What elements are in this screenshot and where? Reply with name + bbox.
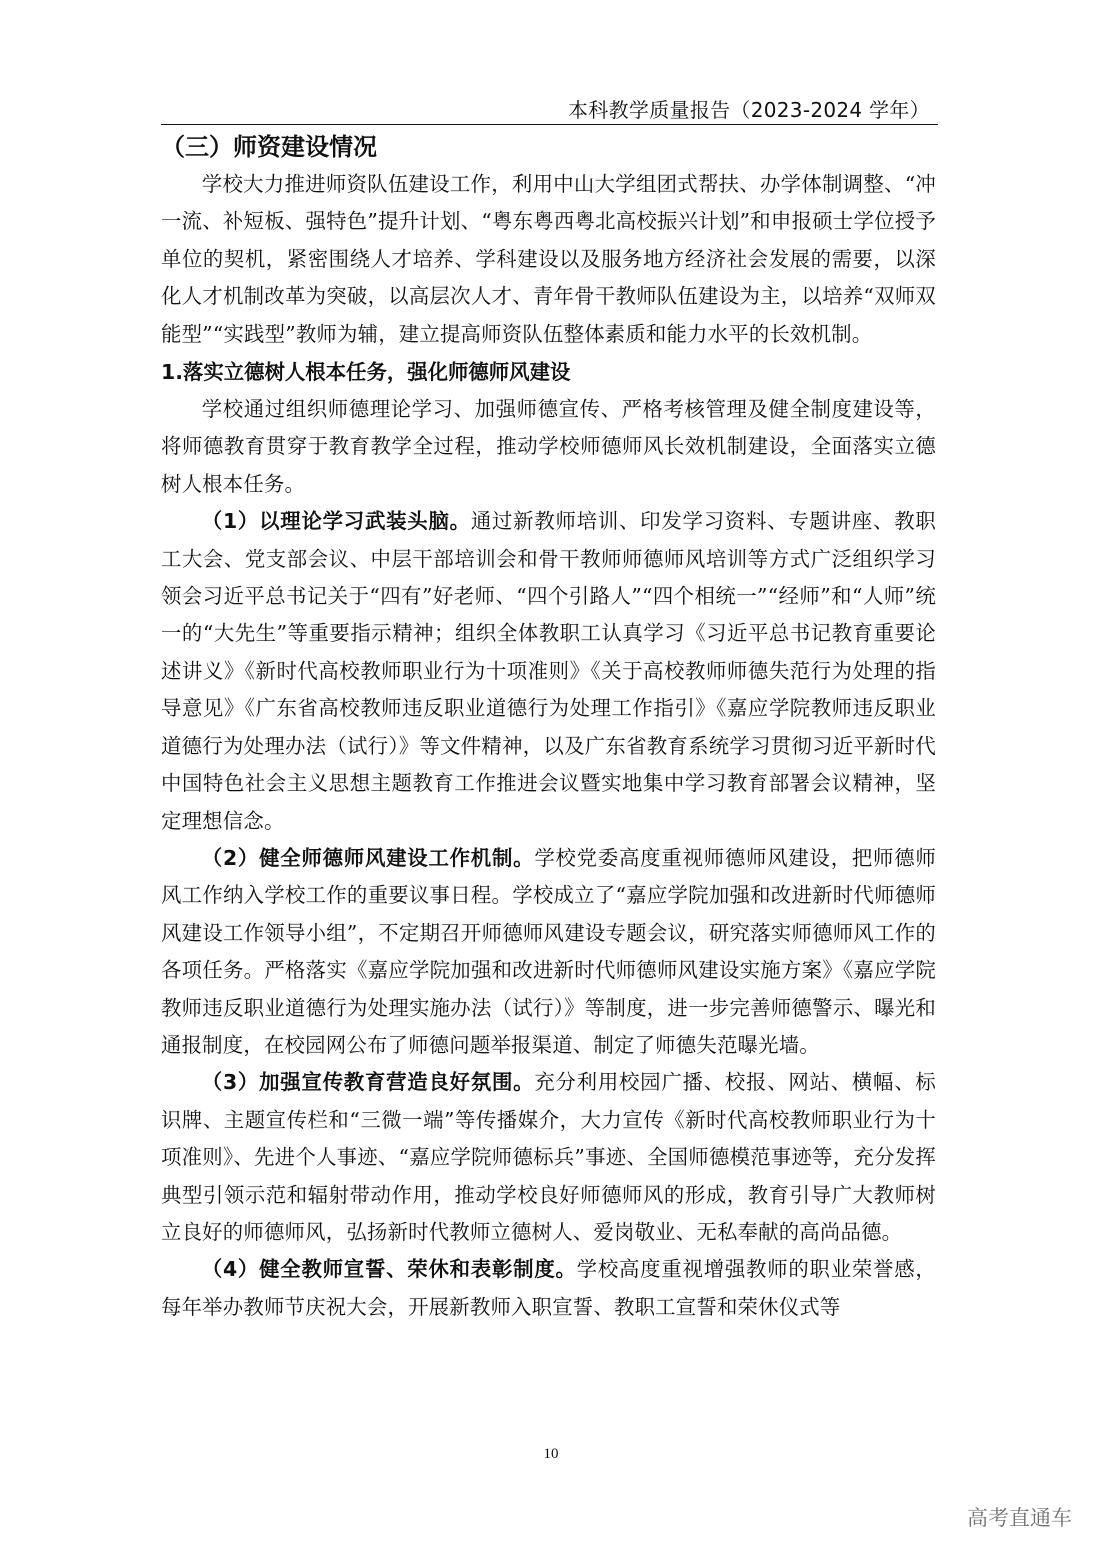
section-heading: （三）师资建设情况 [161,133,377,161]
page-number: 10 [543,1446,559,1462]
item-text-3: 充分利用校园广播、校报、网站、横幅、标识牌、主题宣传栏和“三微一端”等传播媒介，大力宣传《新时代高校教师职业行为十项准则》、先进个人事迹、“嘉应学院师德标兵”事迹、全国师德模范事迹等，充分发挥典型引领示范和辐射带动作用，推动学校良好师德师风的形成，教育引导广大教师树立良好的师德师风，弘扬新时代教师立德树人、爱岗敬业、无私奉献的高尚品德。 [161,1070,936,1244]
item-paragraph-1 [161,503,936,840]
page-content [161,128,936,1326]
item-paragraph-2 [161,840,936,1064]
item-text-2: 学校党委高度重视师德师风建设，把师德师风工作纳入学校工作的重要议事日程。学校成立了“嘉应学院加强和改进新时代师德师风建设工作领导小组”，不定期召开师德师风建设专题会议，研究落实师德师风工作的各项任务。严格落实《嘉应学院加强和改进新时代师德师风建设实施方案》《嘉应学院教师违反职业道德行为处理实施办法（试行）》等制度，进一步完善师德警示、曝光和通报制度，在校园网公布了师德问题举报渠道、制定了师德失范曝光墙。 [161,845,936,1057]
report-header-title: 本科教学质量报告（2023-2024 学年） [568,98,930,122]
header-rule [161,124,938,125]
item-text-4: 学校高度重视增强教师的职业荣誉感，每年举办教师节庆祝大会，开展新教师入职宣誓、教职工宣誓和荣休仪式等 [161,1257,936,1319]
item-lead-2: （2）健全师德师风建设工作机制。 [201,845,535,870]
subsection-heading: 1.落实立德树人根本任务，强化师德师风建设 [161,360,571,385]
item-lead-3: （3）加强宣传教育营造良好氛围。 [201,1070,535,1095]
watermark-text: 高考直通车 [967,1506,1072,1530]
item-text-1: 通过新教师培训、印发学习资料、专题讲座、教职工大会、党支部会议、中层干部培训会和骨干教师师德师风培训等方式广泛组织学习领会习近平总书记关于“四有”好老师、“四个引路人”“四个相统一”“经师”和“人师”统一的“大先生”等重要指示精神；组织全体教职工认真学习《习近平总书记教育重要论述讲义》《新时代高校教师职业行为十项准则》《关于高校教师师德失范行为处理的指导意见》《广东省高校教师违反职业道德行为处理工作指引》《嘉应学院教师违反职业道德行为处理办法（试行）》等文件精神，以及广东省教育系统学习贯彻习近平新时代中国特色社会主义思想主题教育工作推进会议暨实地集中学习教育部署会议精神，坚定理想信念。 [161,509,936,833]
subsection-intro-paragraph: 学校通过组织师德理论学习、加强师德宣传、严格考核管理及健全制度建设等，将师德教育贯穿于教育教学全过程，推动学校师德师风长效机制建设，全面落实立德树人根本任务。 [161,397,936,496]
item-paragraph-3 [161,1064,936,1251]
item-lead-1: （1）以理论学习武装头脑。 [201,509,471,534]
section-intro-paragraph: 学校大力推进师资队伍建设工作，利用中山大学组团式帮扶、办学体制调整、“冲一流、补短板、强特色”提升计划、“粤东粤西粤北高校振兴计划”和申报硕士学位授予单位的契机，紧密围绕人才培养、学科建设以及服务地方经济社会发展的需要，以深化人才机制改革为突破，以高层次人才、青年骨干教师队伍建设为主，以培养“双师双能型”“实践型”教师为辅，建立提高师资队伍整体素质和能力水平的长效机制。 [161,172,936,346]
item-paragraph-4 [161,1251,936,1326]
item-lead-4: （4）健全教师宣誓、荣休和表彰制度。 [201,1257,577,1282]
